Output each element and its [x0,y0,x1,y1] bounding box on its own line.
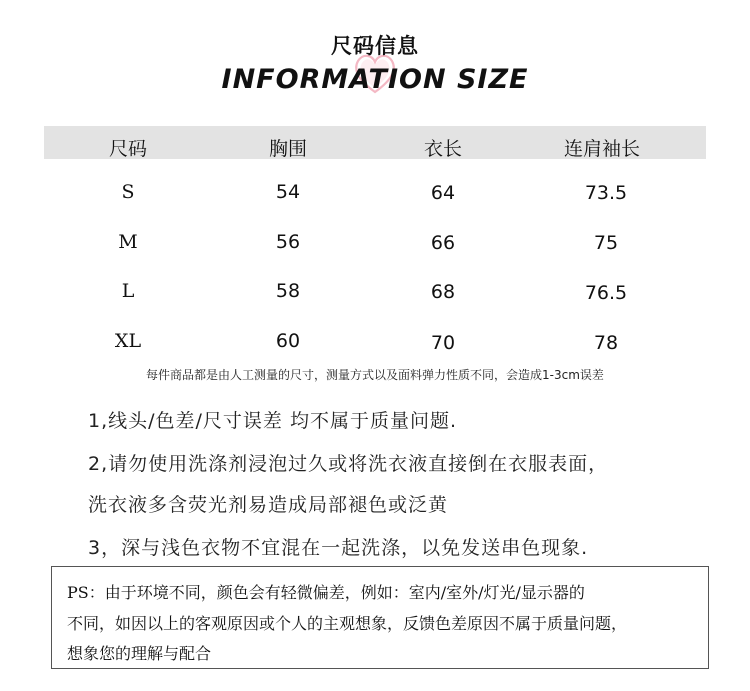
header-sleeve: 连肩袖长 [563,138,641,160]
table-cell-length: 68 [430,281,456,303]
measurement-note: 每件商品都是由人工测量的尺寸，测量方式以及面料弹力性质不同，会造成1-3cm误差 [146,368,604,382]
table-cell-sleeve: 76.5 [584,282,628,304]
table-cell-chest: 58 [275,280,301,302]
tip-line-2: 2,请勿使用洗涤剂浸泡过久或将洗衣液直接倒在衣服表面， [88,453,609,475]
page-title-en: INFORMATION SIZE [221,64,529,95]
ps-line-3: 想象您的理解与配合 [67,644,212,663]
table-cell-size: L [121,280,135,302]
table-cell-size: M [118,231,138,253]
table-cell-sleeve: 75 [593,232,619,254]
tip-line-1: 1,线头/色差/尺寸误差 均不属于质量问题. [88,410,458,432]
header-length: 衣长 [423,138,463,160]
table-cell-length: 66 [430,232,456,254]
table-cell-size: S [121,181,135,203]
table-cell-sleeve: 73.5 [584,182,628,204]
table-cell-chest: 60 [275,330,301,352]
table-cell-length: 70 [430,332,456,354]
table-cell-sleeve: 78 [593,332,619,354]
ps-line-2: 不同，如因以上的客观原因或个人的主观想象，反馈色差原因不属于质量问题， [67,614,628,633]
page-title-cn: 尺码信息 [331,34,419,58]
table-cell-length: 64 [430,182,456,204]
ps-line-1: PS：由于环境不同，颜色会有轻微偏差，例如：室内/室外/灯光/显示器的 [67,583,585,602]
tip-line-3: 洗衣液多含荧光剂易造成局部褪色或泛黄 [88,494,449,516]
table-cell-chest: 56 [275,231,301,253]
tip-line-4: 3，深与浅色衣物不宜混在一起洗涤，以免发送串色现象. [88,537,589,559]
header-size: 尺码 [108,138,148,160]
table-cell-chest: 54 [275,181,301,203]
table-cell-size: XL [114,330,142,352]
header-chest: 胸围 [268,138,308,160]
